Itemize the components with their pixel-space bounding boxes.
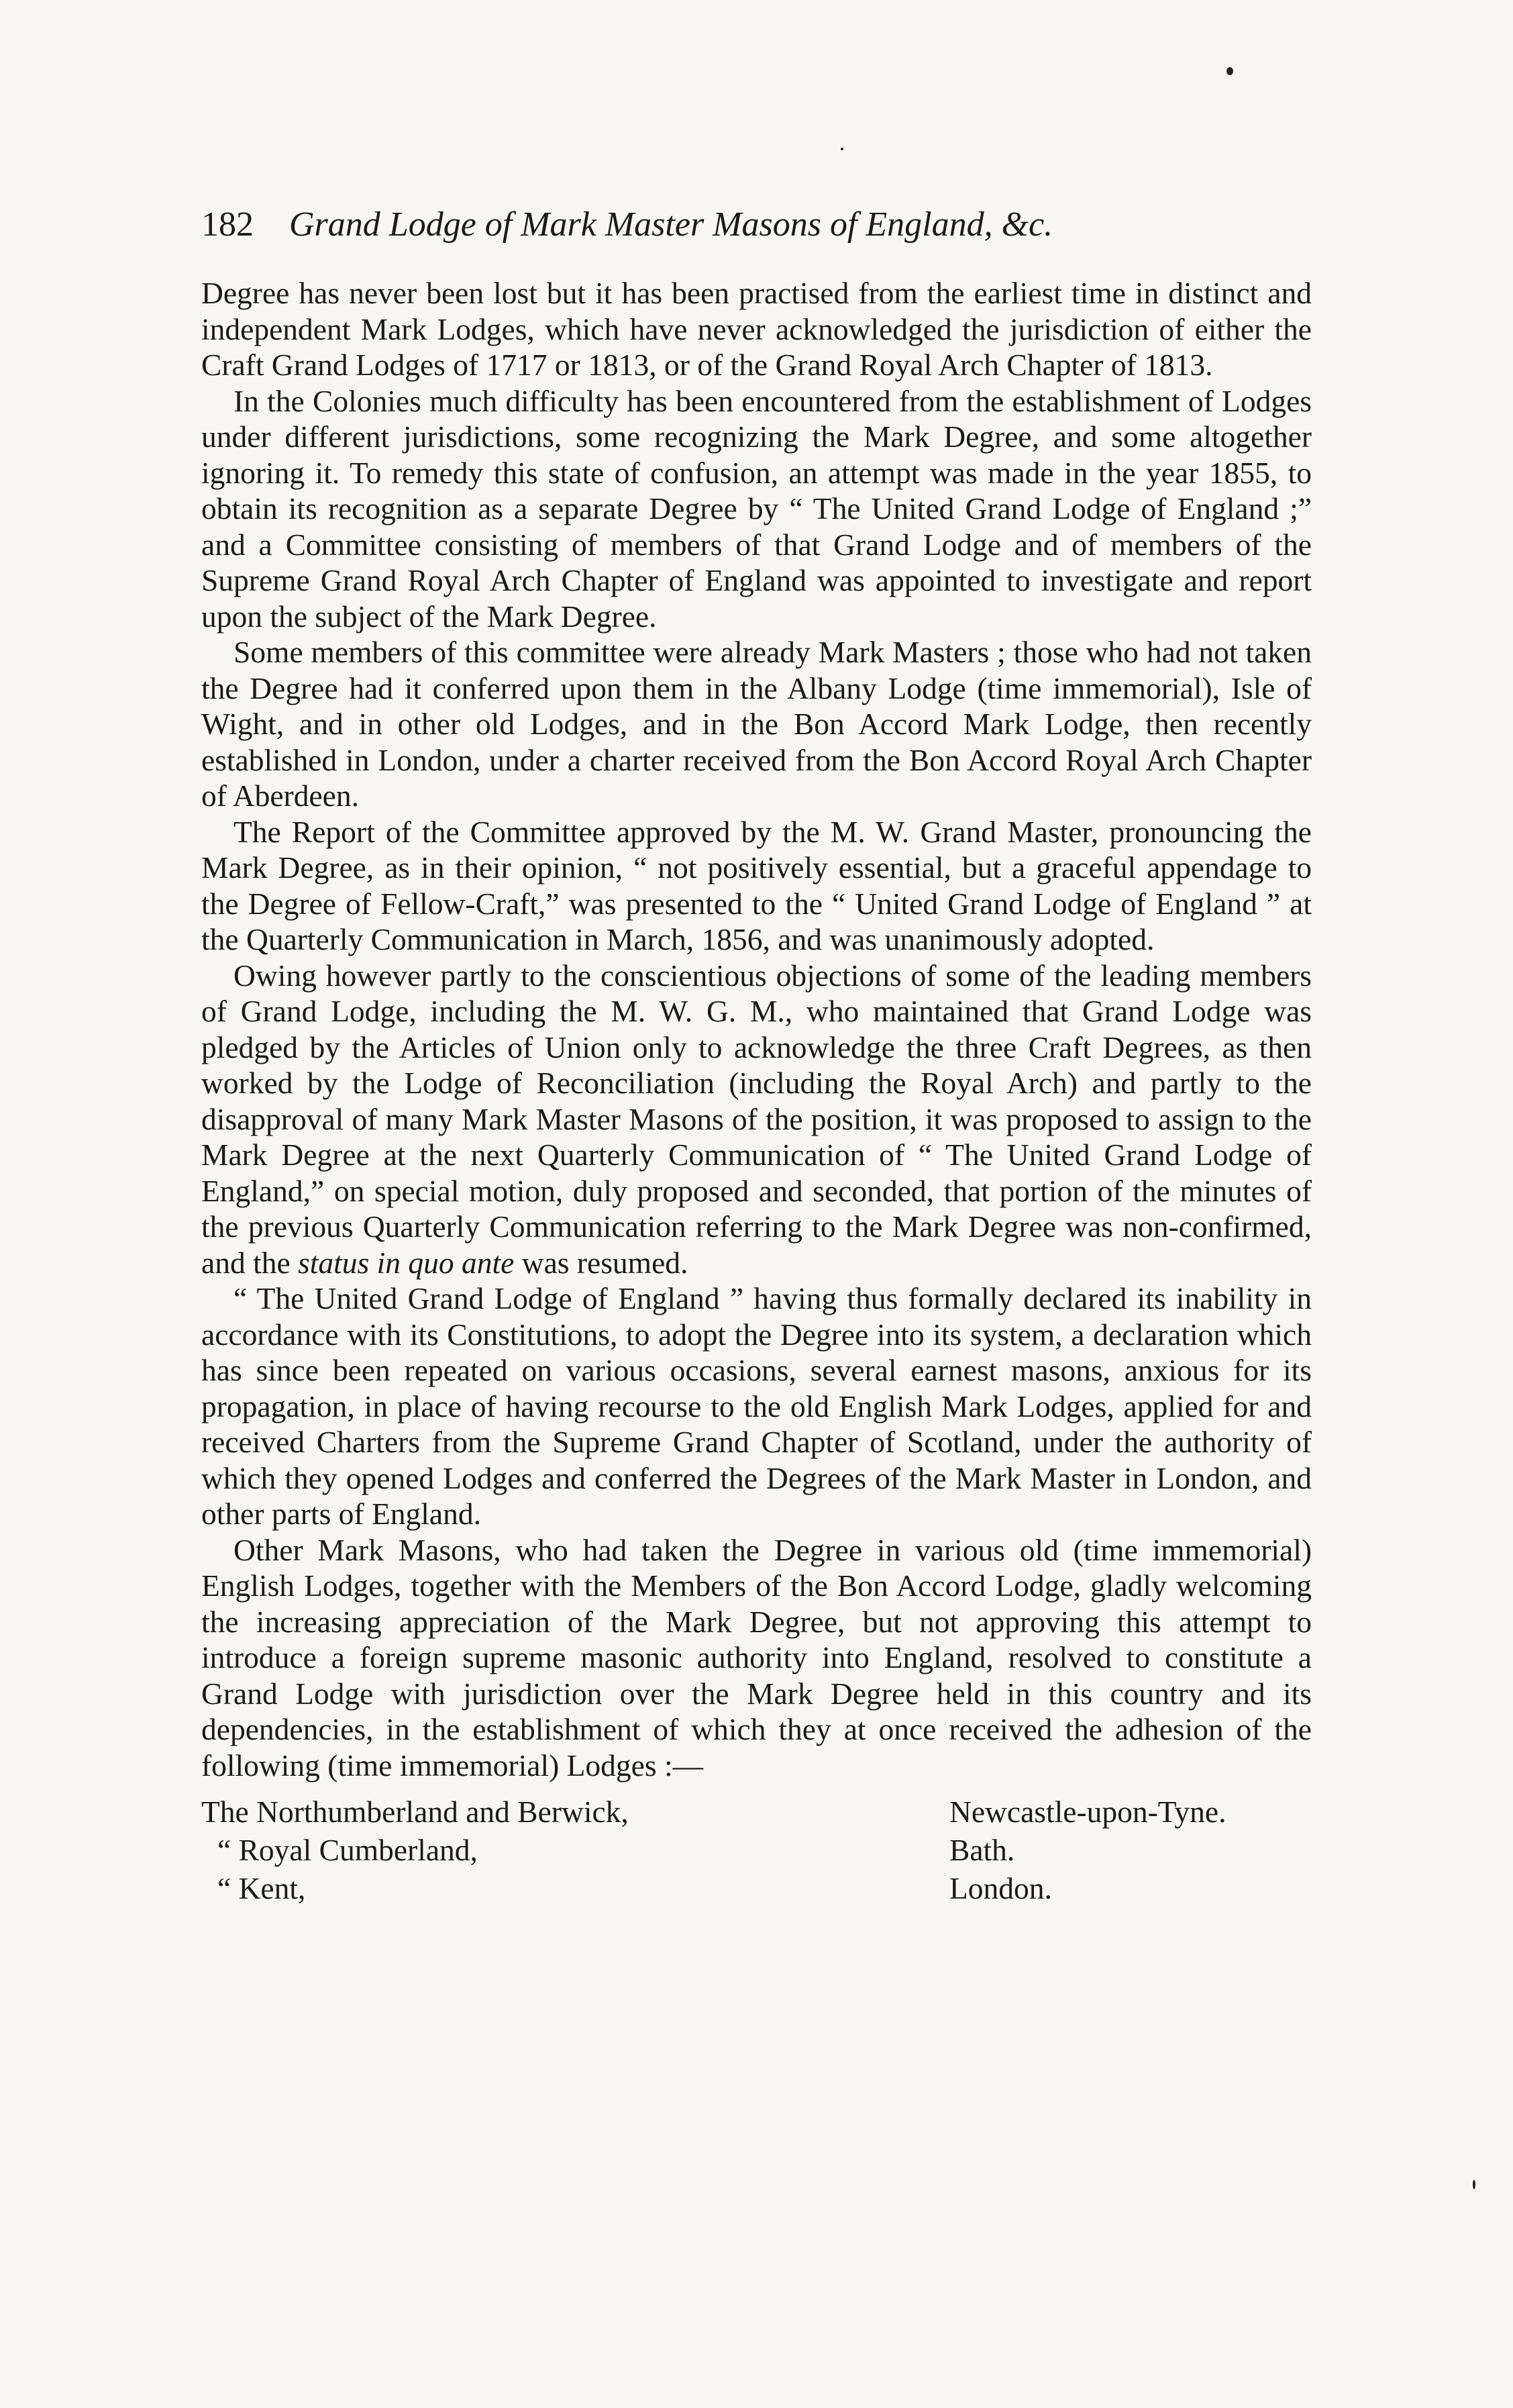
paragraph: In the Colonies much difficulty has been encountered from the establishment of Lodges under different jurisdictions, some recognizing the Mark Degree, and some altogether ignoring it. To remedy this state of confusion, an attempt was made in the year 1855, to obtain its recognition as a separate Degree by “ The United Grand Lodge of England ;” and a Committee consisting of members of that Grand Lodge and of members of the Supreme Grand Royal Arch Chapter of England was appointed to investigate and report upon the subject of the Mark Degree. (201, 383, 1312, 634)
paragraph: Some members of this committee were already Mark Masters ; those who had not taken the Degree had it conferred upon them in the Albany Lodge (time immemorial), Isle of Wight, and in other old Lodges, and in the Bon Accord Mark Lodge, then recently established in London, under a charter received from the Bon Accord Royal Arch Chapter of Aberdeen. (201, 635, 1312, 813)
lodge-list (201, 1793, 1312, 1907)
lodge-name: “ Royal Cumberland, (217, 1833, 478, 1867)
paragraph: The Report of the Committee approved by the M. W. Grand Master, pronouncing the Mark Degree, as in their opinion, “ not positively essential, but a graceful appendage to the Degree of Fellow-Craft,” was presented to the “ United Grand Lodge of England ” at the Quarterly Communication in March, 1856, and was unanimously adopted. (201, 814, 1312, 956)
paragraph-text: Owing however partly to the conscientious objections of some of the leading members of Grand Lodge, including the M. W. G. M., who maintained that Grand Lodge was pledged by the Articles of Union only to acknowledge the three Craft Degrees, as then worked by the Lodge of Reconciliation (including the Royal Arch) and partly to the disapproval of many Mark Master Masons of the position, it was proposed to assign to the Mark Degree at the next Quarterly Communication of “ The United Grand Lodge of England,” on special motion, duly proposed and seconded, that portion of the minutes of the previous Quarterly Communication referring to the Mark Degree was non-confirmed, and the (201, 958, 1312, 1280)
print-speck (1227, 67, 1233, 75)
lodge-row (201, 1831, 1312, 1869)
lodge-row (201, 1793, 1312, 1831)
paragraph: Other Mark Masons, who had taken the Degree in various old (time immemorial) English Lodges, together with the Members of the Bon Accord Lodge, gladly welcoming the increasing appreciation of the Mark Degree, but not approving this attempt to introduce a foreign supreme masonic authority into England, resolved to constitute a Grand Lodge with jurisdiction over the Mark Degree held in this country and its dependencies, in the establishment of which they at once received the adhesion of the following (time immemorial) Lodges :— (201, 1532, 1312, 1783)
page-number: 182 (201, 205, 254, 244)
paragraph: Degree has never been lost but it has been practised from the earliest time in distinct and independent Mark Lodges, which have never acknowledged the jurisdiction of either the Craft Grand Lodges of 1717 or 1813, or of the Grand Royal Arch Chapter of 1813. (201, 276, 1312, 382)
print-speck (841, 148, 843, 150)
paragraph-text-tail: was resumed. (514, 1245, 688, 1280)
lodge-name: “ Kent, (217, 1871, 306, 1905)
latin-phrase: status in quo ante (298, 1245, 515, 1280)
paragraph (201, 958, 1312, 1281)
paragraph: “ The United Grand Lodge of England ” having thus formally declared its inability in accordance with its Constitutions, to adopt the Degree into its system, a declaration which has since been repeated on various occasions, several earnest masons, anxious for its propagation, in place of having recourse to the old English Mark Lodges, applied for and received Charters from the Supreme Grand Chapter of Scotland, under the authority of which they opened Lodges and conferred the Degrees of the Mark Master in London, and other parts of England. (201, 1281, 1312, 1531)
lodge-row (201, 1869, 1312, 1907)
print-speck (1473, 2180, 1475, 2189)
lodge-place: London. (949, 1871, 1052, 1905)
lodge-name: The Northumberland and Berwick, (201, 1795, 629, 1829)
lodge-place: Bath. (949, 1833, 1015, 1867)
running-title: Grand Lodge of Mark Master Masons of England, &c. (289, 205, 1053, 244)
lodge-place: Newcastle-upon-Tyne. (949, 1795, 1227, 1829)
page-header (201, 201, 1312, 275)
book-page (201, 201, 1312, 1907)
body-text (201, 275, 1312, 1783)
